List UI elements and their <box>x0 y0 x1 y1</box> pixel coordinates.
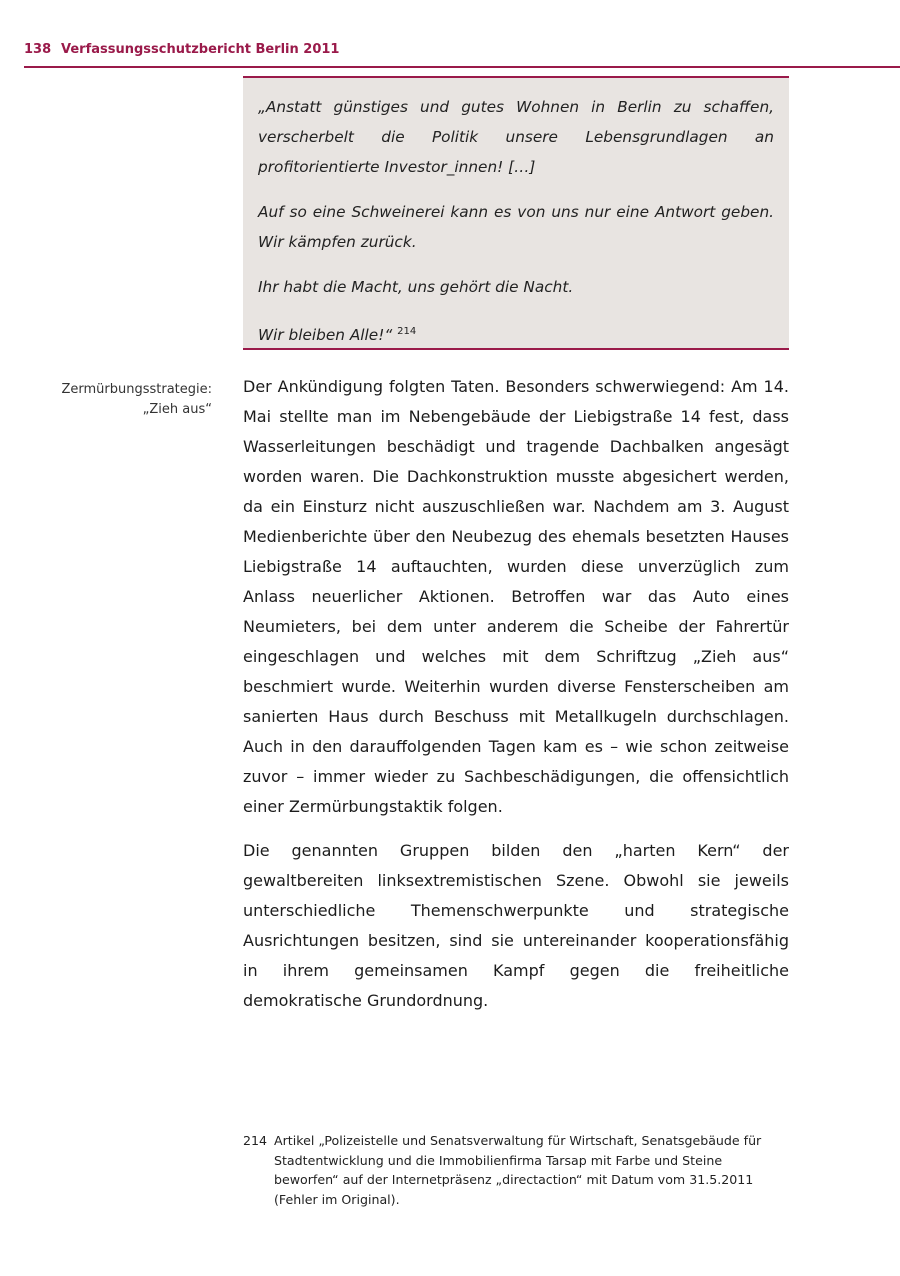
body-text <box>243 372 789 1030</box>
page-number: 138 <box>24 42 52 57</box>
quote-paragraph: Ihr habt die Macht, uns gehört die Nacht. <box>258 278 574 296</box>
quote-paragraph-last <box>258 317 774 350</box>
quote-box <box>243 76 789 350</box>
footnote-number: 214 <box>243 1133 268 1148</box>
margin-note-line: „Zieh aus“ <box>142 402 212 417</box>
quote-paragraph: „Anstatt günstiges und gutes Wohnen in Berlin zu schaffen, verscherbelt die Politik unsere Lebensgrundlagen an profitorientierte Investor_innen! […] <box>258 98 774 176</box>
running-title: Verfassungsschutzbericht Berlin 2011 <box>61 42 340 57</box>
quote-footnote-ref: 214 <box>397 326 417 337</box>
body-paragraph: Der Ankündigung folgten Taten. Besonders schwerwiegend: Am 14. Mai stellte man im Nebengebäude der Liebigstraße 14 fest, dass Wasserleitungen beschädigt und tragende Dachbalken angesägt worden waren. Die Dachkonstruktion musste abgesichert werden, da ein Einsturz nicht auszuschließen war. Nachdem am 3. August Medienberichte über den Neubezug des ehemals besetzten Hauses Liebigstraße 14 auftauchten, wurden diese unverzüglich zum Anlass neuerlicher Aktionen. Betroffen war das Auto eines Neumieters, bei dem unter anderem die Scheibe der Fahrertür eingeschlagen und welches mit dem Schriftzug „Zieh aus“ beschmiert wurde. Weiterhin wurden diverse Fensterscheiben am sanierten Haus durch Beschuss mit Metallkugeln durchschlagen. Auch in den darauffolgenden Tagen kam es – wie schon zeitweise zuvor – immer wieder zu Sachbeschädigungen, die offensichtlich einer Zermürbungstaktik folgen. <box>243 377 789 816</box>
footnote <box>243 1131 789 1209</box>
body-paragraph: Die genannten Gruppen bilden den „harten Kern“ der gewaltbereiten linksextremistischen Szene. Obwohl sie jeweils unterschiedliche Themenschwerpunkte und strategische Ausrichtungen besitzen, sind sie untereinander kooperationsfähig in ihrem gemeinsamen Kampf gegen die freiheitliche demokratische Grundordnung. <box>243 841 789 1010</box>
margin-note-line: Zermürbungsstrategie: <box>61 382 212 397</box>
footnote-text: Artikel „Polizeistelle und Senatsverwaltung für Wirtschaft, Senatsgebäude für Stadtentwicklung und die Immobilienfirma Tarsap mit Farbe und Steine beworfen“ auf der Internetpräsenz „directaction“ mit Datum vom 31.5.2011 (Fehler im Original). <box>274 1133 762 1207</box>
quote-paragraph: Auf so eine Schweinerei kann es von uns nur eine Antwort geben. Wir kämpfen zurück. <box>258 203 774 251</box>
quote-last-line: Wir bleiben Alle!“ <box>258 326 393 344</box>
page-header <box>24 40 900 68</box>
margin-note <box>12 380 212 420</box>
